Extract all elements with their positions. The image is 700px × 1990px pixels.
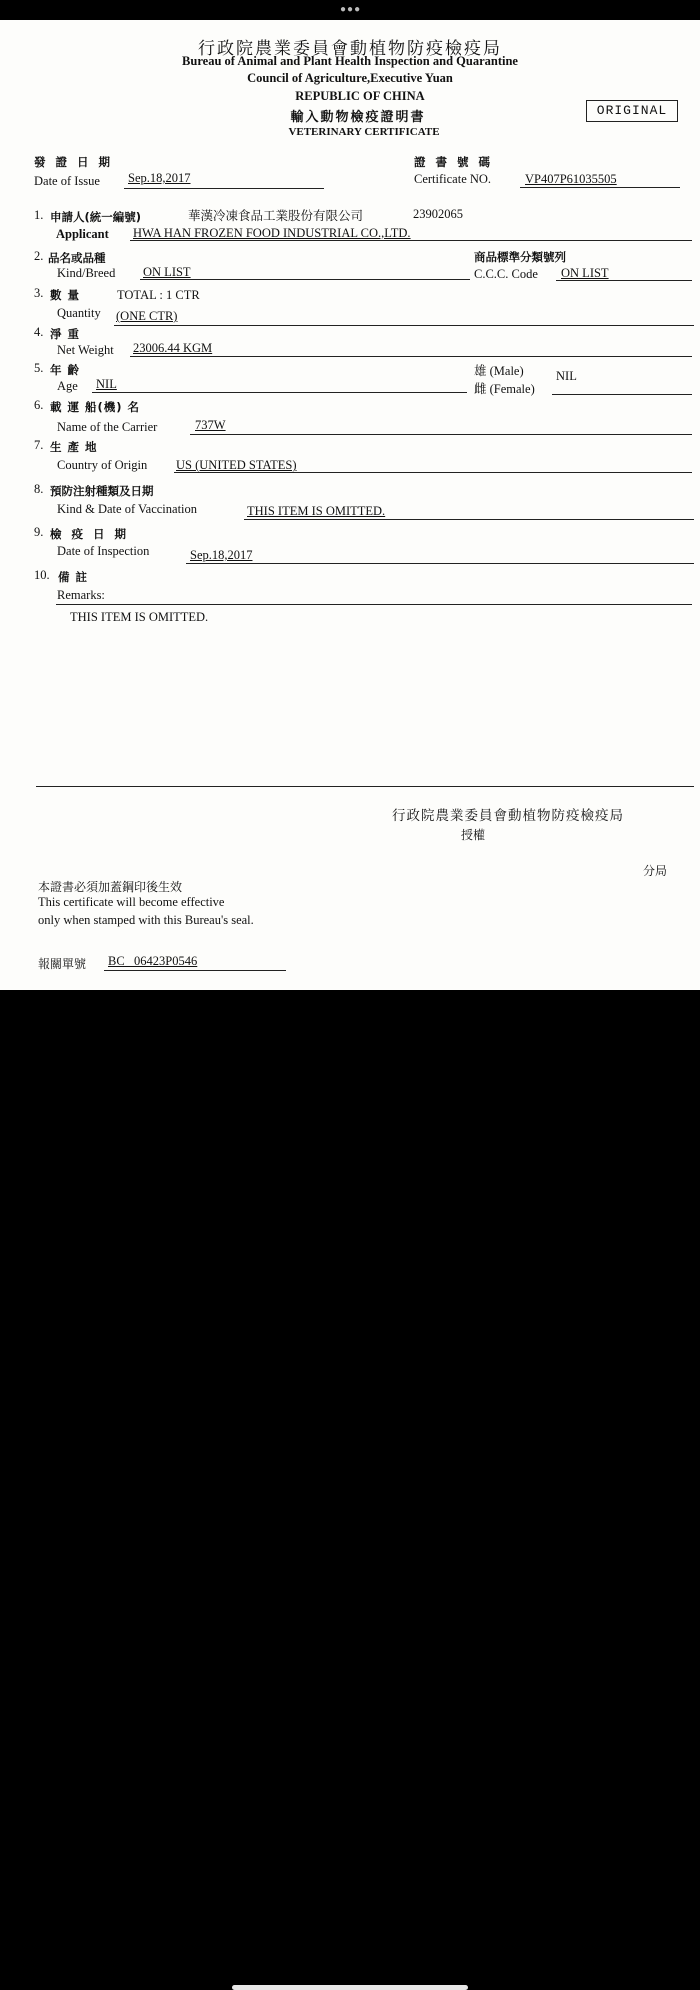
- quantity-underline: [114, 325, 694, 326]
- applicant-number: 1.: [34, 208, 44, 222]
- kind-number: 2.: [34, 249, 44, 263]
- female-label: 雌 (Female): [474, 382, 535, 396]
- quantity-number: 3.: [34, 286, 44, 300]
- footer-branch-cn: 分局: [643, 864, 668, 878]
- quantity-value: (ONE CTR): [116, 309, 178, 323]
- age-label-cn: 年 齡: [50, 363, 81, 377]
- sex-underline: [552, 394, 692, 395]
- carrier-label-cn: 載 運 船(機) 名: [50, 400, 141, 414]
- applicant-underline: [130, 240, 692, 241]
- age-number: 5.: [34, 361, 44, 375]
- bureau-title-en: Bureau of Animal and Plant Health Inspection and Quarantine: [182, 54, 518, 68]
- carrier-number: 6.: [34, 398, 44, 412]
- kind-value: ON LIST: [143, 265, 191, 279]
- doc-title-en: VETERINARY CERTIFICATE: [288, 126, 440, 138]
- remarks-label-cn: 備 註: [58, 570, 89, 584]
- net-weight-underline: [130, 356, 692, 357]
- customs-label-cn: 報關單號: [38, 957, 87, 971]
- ccc-label-cn: 商品標準分類號列: [474, 250, 566, 264]
- footer-authority-cn: 行政院農業委員會動植物防疫檢疫局: [392, 808, 624, 824]
- seal-note-en-1: This certificate will become effective: [38, 895, 225, 909]
- vaccination-value: THIS ITEM IS OMITTED.: [247, 504, 386, 518]
- seal-note-en-2: only when stamped with this Bureau's seal.: [38, 913, 254, 927]
- council-title-en: Council of Agriculture,Executive Yuan: [247, 71, 453, 85]
- age-value: NIL: [96, 377, 117, 391]
- footer-authorized-cn: 授權: [461, 828, 486, 842]
- net-weight-label-cn: 淨 重: [50, 327, 81, 341]
- male-label: 雄 (Male): [474, 364, 524, 378]
- applicant-id: 23902065: [413, 207, 463, 221]
- doc-title-cn: 輸入動物檢疫證明書: [290, 110, 426, 125]
- quantity-label-cn: 數 量: [50, 288, 81, 302]
- ccc-label: C.C.C. Code: [474, 267, 538, 281]
- origin-number: 7.: [34, 438, 44, 452]
- more-dots-icon[interactable]: ●●●: [340, 4, 362, 15]
- remarks-number: 10.: [34, 568, 50, 582]
- carrier-underline: [190, 434, 692, 435]
- original-stamp-box: ORIGINAL: [586, 100, 678, 122]
- certificate-underline: [520, 187, 680, 188]
- ccc-value: ON LIST: [561, 266, 609, 280]
- origin-value: US (UNITED STATES): [176, 458, 297, 472]
- inspection-label-cn: 檢 疫 日 期: [50, 527, 130, 541]
- home-indicator[interactable]: [232, 1985, 468, 1990]
- quantity-label: Quantity: [57, 306, 101, 320]
- country-title: REPUBLIC OF CHINA: [295, 89, 425, 103]
- applicant-value: HWA HAN FROZEN FOOD INDUSTRIAL CO.,LTD.: [133, 226, 411, 240]
- issue-label-cn: 發 證 日 期: [34, 155, 114, 169]
- certificate-label: Certificate NO.: [414, 172, 492, 186]
- kind-label-cn: 品名或品種: [48, 251, 106, 265]
- customs-underline: [104, 970, 286, 971]
- inspection-label: Date of Inspection: [57, 544, 150, 558]
- issue-label: Date of Issue: [34, 174, 100, 188]
- net-weight-number: 4.: [34, 325, 44, 339]
- bureau-title-cn: 行政院農業委員會動植物防疫檢疫局: [198, 39, 502, 58]
- remarks-value: THIS ITEM IS OMITTED.: [70, 610, 209, 624]
- certificate-label-cn: 證 書 號 碼: [414, 155, 494, 169]
- seal-note-cn: 本證書必須加蓋鋼印後生效: [38, 880, 183, 894]
- quantity-total: TOTAL : 1 CTR: [117, 288, 200, 302]
- origin-label: Country of Origin: [57, 458, 148, 472]
- certificate-page: [0, 20, 700, 990]
- carrier-value: 737W: [195, 418, 226, 432]
- net-weight-value: 23006.44 KGM: [133, 341, 213, 355]
- sex-value: NIL: [556, 369, 577, 383]
- issue-underline: [124, 188, 324, 189]
- applicant-name-cn: 華漢冷凍食品工業股份有限公司: [188, 208, 364, 223]
- applicant-label: Applicant: [56, 227, 109, 241]
- certificate-number-value: VP407P61035505: [525, 172, 617, 186]
- applicant-label-cn: 申請人(統一編號): [50, 210, 142, 224]
- vaccination-underline: [244, 519, 694, 520]
- carrier-label: Name of the Carrier: [57, 420, 158, 434]
- kind-underline: [140, 279, 470, 280]
- kind-label: Kind/Breed: [57, 266, 116, 280]
- vaccination-label: Kind & Date of Vaccination: [57, 502, 198, 516]
- vaccination-number: 8.: [34, 482, 44, 496]
- customs-number: BC 06423P0546: [108, 954, 198, 968]
- age-label: Age: [57, 379, 78, 393]
- inspection-underline: [186, 563, 694, 564]
- signature-divider: [36, 786, 694, 787]
- device-top-bar: [0, 0, 700, 20]
- remarks-underline: [56, 604, 692, 605]
- inspection-number: 9.: [34, 525, 44, 539]
- remarks-label: Remarks:: [57, 588, 105, 602]
- ccc-underline: [556, 280, 692, 281]
- issue-date-value: Sep.18,2017: [128, 171, 191, 185]
- net-weight-label: Net Weight: [57, 343, 114, 357]
- vaccination-label-cn: 預防注射種類及日期: [50, 484, 154, 498]
- age-underline: [92, 392, 467, 393]
- device-bottom-bar: [0, 990, 700, 1008]
- origin-label-cn: 生 產 地: [50, 440, 98, 454]
- origin-underline: [174, 472, 692, 473]
- inspection-value: Sep.18,2017: [190, 548, 253, 562]
